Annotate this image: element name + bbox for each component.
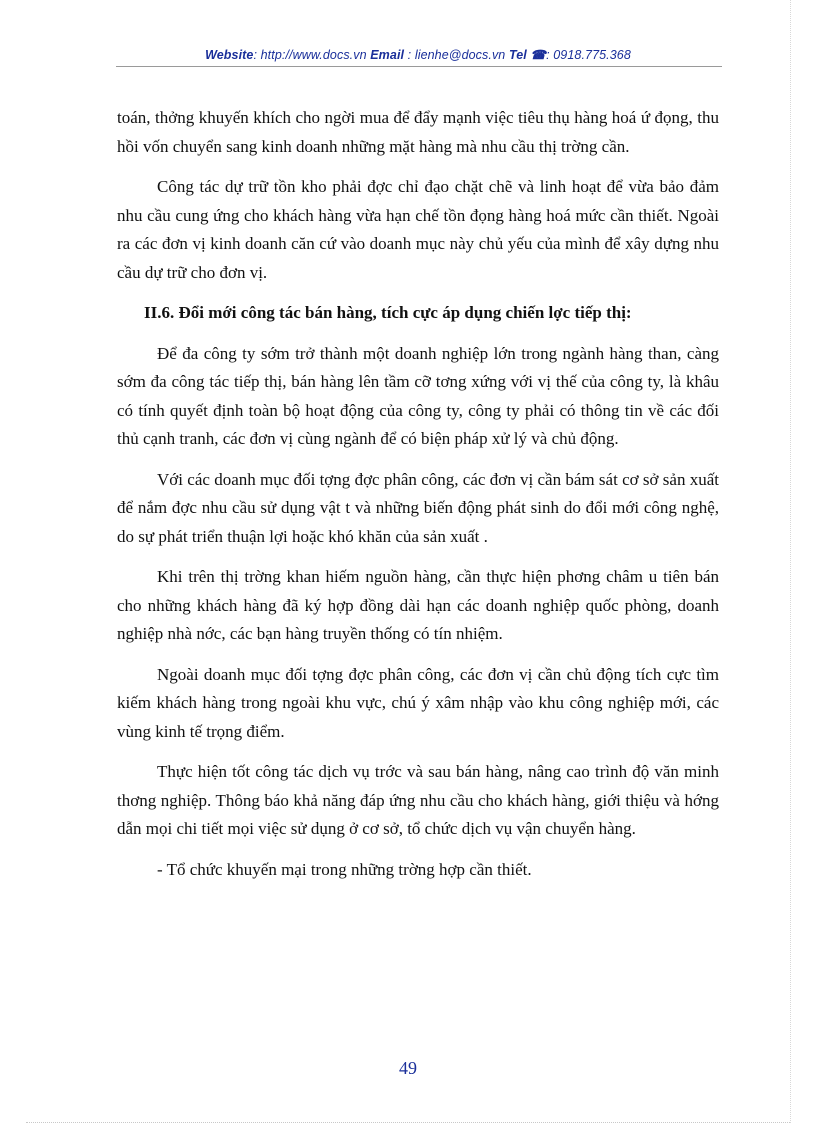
paragraph-7: Thực hiện tốt công tác dịch vụ trớc và sau bán hàng, nâng cao trình độ văn minh thơng nghiệp. Thông báo khả năng đáp ứng nhu cầu cho khách hàng, giới thiệu và hớng dẫn mọi chi tiết mọi việc sử dụng ở cơ sở, tổ chức dịch vụ vận chuyển hàng. — [117, 762, 719, 838]
website-label: Website — [205, 48, 254, 62]
page-header — [118, 47, 718, 62]
paragraph-6: Ngoài doanh mục đối tợng đợc phân công, các đơn vị cần chủ động tích cực tìm kiếm khách hàng trong ngoài khu vực, chú ý xâm nhập vào khu công nghiệp mới, các vùng kinh tế trọng điểm. — [117, 664, 719, 741]
paragraph-3: Để đa công ty sớm trở thành một doanh nghiệp lớn trong ngành hàng than, càng sớm đa công tác tiếp thị, bán hàng lên tầm cỡ tơng xứng với vị thế của công ty, là khâu có tính quyết định toàn bộ hoạt động của công ty, công ty phải có thông tin về các đối thủ cạnh tranh, các đơn vị cùng ngành để có biện pháp xử lý và chủ động. — [117, 343, 719, 448]
right-divider — [790, 0, 791, 1123]
paragraph-4: Với các doanh mục đối tợng đợc phân công, các đơn vị cần bám sát cơ sở sản xuất để nắm đợc nhu cầu sử dụng vật t và những biến động phát sinh do đổi mới công nghệ, do sự phát triển thuận lợi hoặc khó khăn của sản xuất . — [117, 469, 719, 546]
page-number: 49 — [399, 1058, 417, 1078]
paragraph-8: - Tổ chức khuyến mại trong những trờng hợp cần thiết. — [157, 859, 532, 879]
document-body — [117, 104, 719, 896]
email-value: : lienhe@docs.vn — [407, 48, 506, 62]
section-heading: II.6. Đổi mới công tác bán hàng, tích cực áp dụng chiến lợc tiếp thị: — [144, 303, 632, 322]
paragraph-1: toán, thởng khuyến khích cho ngời mua để đẩy mạnh việc tiêu thụ hàng hoá ứ đọng, thu hồi vốn chuyển sang kinh doanh những mặt hàng mà nhu cầu thị trờng cần. — [117, 108, 719, 156]
paragraph-5: Khi trên thị trờng khan hiếm nguồn hàng, cần thực hiện phơng châm u tiên bán cho những khách hàng đã ký hợp đồng dài hạn các doanh nghiệp quốc phòng, doanh nghiệp nhà nớc, các bạn hàng truyền thống có tín nhiệm. — [117, 567, 719, 643]
header-divider — [116, 66, 722, 67]
tel-label: Tel — [508, 48, 527, 62]
tel-value: : 0918.775.368 — [546, 48, 631, 62]
paragraph-2: Công tác dự trữ tồn kho phải đợc chỉ đạo chặt chẽ và linh hoạt để vừa bảo đảm nhu cầu cung ứng cho khách hàng vừa hạn chế tồn đọng hàng hoá mức cần thiết. Ngoài ra các đơn vị kinh doanh căn cứ vào doanh mục này chủ yếu của mình để xây dựng nhu cầu dự trữ cho đơn vị. — [117, 177, 719, 282]
email-label: Email — [370, 48, 405, 62]
telephone-icon: ☎ — [530, 48, 547, 62]
website-value: : http://www.docs.vn — [253, 48, 367, 62]
